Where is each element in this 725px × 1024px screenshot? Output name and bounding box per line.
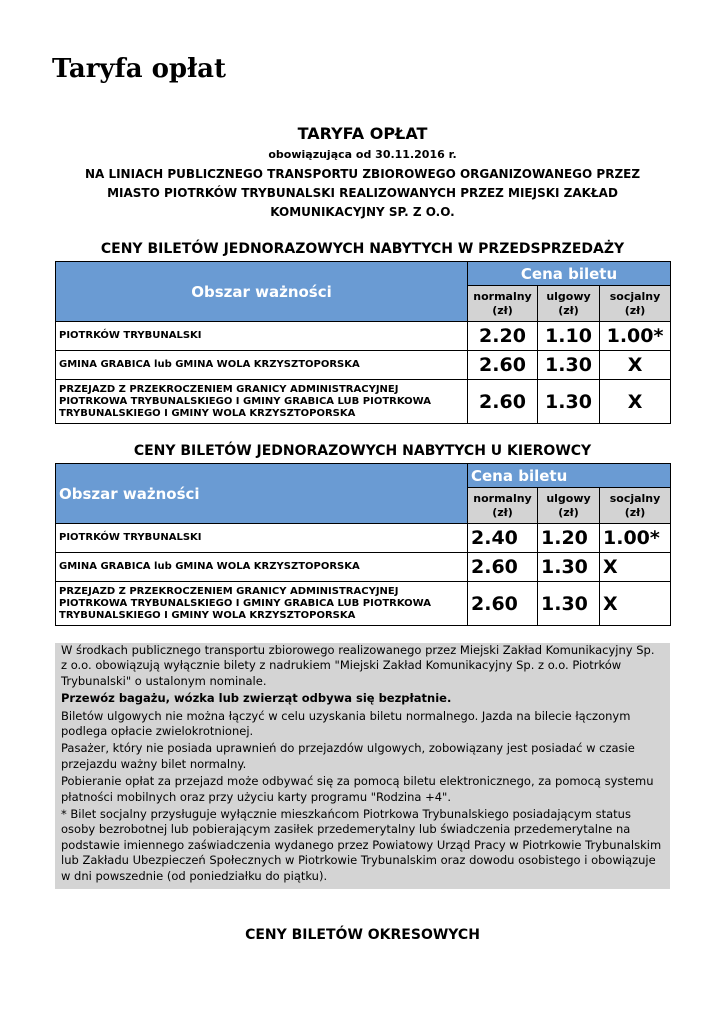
price-reduced: 1.10 [538,322,600,351]
periodic-section-title: CENY BILETÓW OKRESOWYCH [245,927,480,943]
note-luggage: Przewóz bagażu, wózka lub zwierząt odbywa się bezpłatnie. [61,691,452,706]
price-social: X [600,582,671,626]
area-cell: GMINA GRABICA lub GMINA WOLA KRZYSZTOPORSKA [56,351,468,380]
driver-header-area: Obszar ważności [56,464,468,524]
price-social: 1.00* [600,524,671,553]
table-row [56,380,671,424]
area-cell: PIOTRKÓW TRYBUNALSKI [56,322,468,351]
presale-fare-table [55,261,671,424]
table-row [56,524,671,553]
presale-header-price: Cena biletu [468,262,671,286]
table-row [56,582,671,626]
price-normal: 2.60 [468,582,538,626]
note-normal-ticket: Pasażer, który nie posiada uprawnień do przejazdów ulgowych, zobowiązany jest posiadać w czasie przejazdu ważny bilet normalny. [61,741,635,771]
driver-col-social: socjalny (zł) [600,488,671,524]
presale-col-normal: normalny (zł) [468,286,538,322]
area-cell: PRZEJAZD Z PRZEKROCZENIEM GRANICY ADMINISTRACYJNEJ PIOTRKOWA TRYBUNALSKIEGO I GMINY GRABICA LUB PIOTRKOWA TRYBUNALSKIEGO I GMINY WOLA KRZYSZTOPORSKA [56,582,468,626]
document-subtitle: obowiązująca od 30.11.2016 r. [268,148,457,161]
price-social: X [600,380,671,424]
note-tickets-validity: W środkach publicznego transportu zbiorowego realizowanego przez Miejski Zakład Komunikacyjny Sp. z o.o. obowiązują wyłącznie bilety z nadrukiem "Miejski Zakład Komunikacyjny Sp. z o.o. Piotrków Trybunalski" o ustalonym nominale. [61,643,655,688]
driver-col-reduced: ulgowy (zł) [538,488,600,524]
page-title: Taryfa opłat [52,54,226,84]
notes-box [55,643,670,889]
driver-section-title: CENY BILETÓW JEDNORAZOWYCH NABYTYCH U KIEROWCY [133,443,592,459]
price-social: X [600,553,671,582]
table-row [56,351,671,380]
price-reduced: 1.20 [538,524,600,553]
document-title: TARYFA OPŁAT [297,124,428,143]
driver-fare-table [55,463,671,626]
table-row [56,322,671,351]
note-social-ticket: * Bilet socjalny przysługuje wyłącznie mieszkańcom Piotrkowa Trybunalskiego posiadającym status osoby bezrobotnej lub pobierającym zasiłek przedemerytalny lub świadczenia przedemerytalne na podstawie imiennego zaświadczenia wydanego przez Powiatowy Urząd Pracy w Piotrkowie Trybunalskim lub Zakładu Ubezpieczeń Społecznych w Piotrkowie Trybunalskim oraz dowodu osobistego i obowiązuje w dni powszednie (od poniedziałku do piątku). [61,807,662,883]
document-intro: NA LINIACH PUBLICZNEGO TRANSPORTU ZBIOROWEGO ORGANIZOWANEGO PRZEZ MIASTO PIOTRKÓW TRYBUNALSKI REALIZOWANYCH PRZEZ MIEJSKI ZAKŁAD KOMUNIKACYJNY SP. Z O.O. [84,167,641,219]
price-normal: 2.20 [468,322,538,351]
presale-section-title: CENY BILETÓW JEDNORAZOWYCH NABYTYCH W PRZEDSPRZEDAŻY [100,241,625,257]
area-cell: GMINA GRABICA lub GMINA WOLA KRZYSZTOPORSKA [56,553,468,582]
price-normal: 2.60 [468,351,538,380]
presale-header-area: Obszar ważności [56,262,468,322]
price-reduced: 1.30 [538,553,600,582]
price-reduced: 1.30 [538,351,600,380]
note-payment-methods: Pobieranie opłat za przejazd może odbywać się za pomocą biletu elektronicznego, za pomocą systemu płatności mobilnych oraz przy użyciu karty programu "Rodzina +4". [61,774,654,804]
area-cell: PIOTRKÓW TRYBUNALSKI [56,524,468,553]
table-row [56,553,671,582]
price-normal: 2.60 [468,553,538,582]
price-reduced: 1.30 [538,380,600,424]
presale-col-reduced: ulgowy (zł) [538,286,600,322]
price-normal: 2.60 [468,380,538,424]
area-cell: PRZEJAZD Z PRZEKROCZENIEM GRANICY ADMINISTRACYJNEJ PIOTRKOWA TRYBUNALSKIEGO I GMINY GRABICA LUB PIOTRKOWA TRYBUNALSKIEGO I GMINY WOLA KRZYSZTOPORSKA [56,380,468,424]
presale-col-social: socjalny (zł) [600,286,671,322]
price-normal: 2.40 [468,524,538,553]
price-reduced: 1.30 [538,582,600,626]
price-social: 1.00* [600,322,671,351]
driver-col-normal: normalny (zł) [468,488,538,524]
note-reduced-combine: Biletów ulgowych nie można łączyć w celu uzyskania biletu normalnego. Jazda na bilecie łączonym podlega opłacie zwielokrotnionej. [61,708,631,739]
price-social: X [600,351,671,380]
driver-header-price: Cena biletu [468,464,671,488]
